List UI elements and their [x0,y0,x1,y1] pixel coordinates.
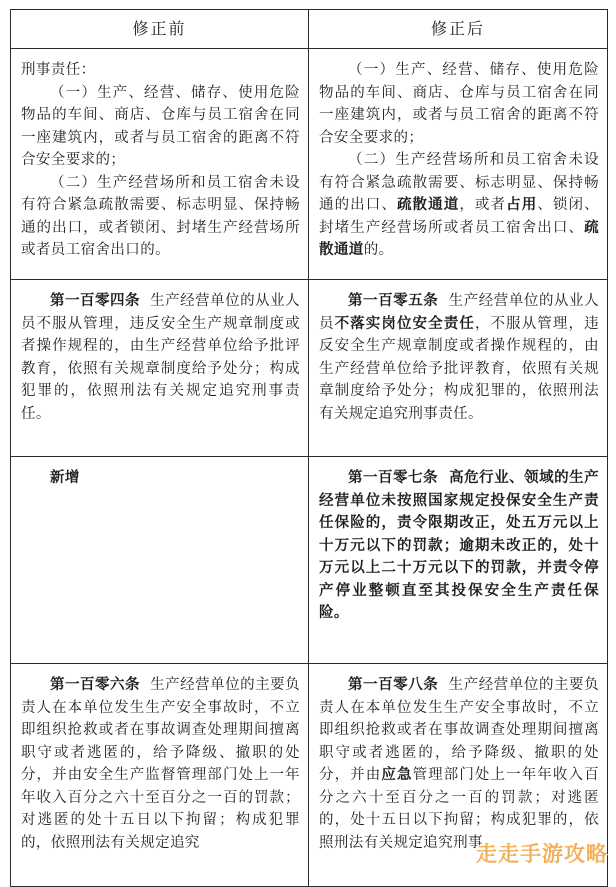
cell-after [309,49,608,280]
cell-text [319,467,599,625]
text-run: 生产经营单位的从业人员 [319,293,599,332]
cell-before [11,280,309,457]
cell-text [319,674,599,854]
article-number: 第一百零六条 [50,677,140,693]
article-number: 第一百零七条 [348,470,438,486]
article-number: 第一百零八条 [348,677,439,693]
cell-after [309,457,608,664]
article-number: 第一百零五条 [348,293,439,309]
watermark: 走走手游攻略 [476,842,608,866]
header-after: 修正后 [309,10,608,49]
text-run: 管理部门处上一年年收入百分之六十至百分之一百的罚款；对逃匿的，处十五日以下拘留；构成犯罪的，依照刑法有关规定追究刑事 [319,767,599,851]
cell-text: （二）生产经营场所和员工宿舍未设有符合紧急疏散需要、标志明显、保持畅通的出口，或者锁闭、封堵生产经营场所或者员工宿舍出口的。 [21,174,300,258]
header-before: 修正前 [11,10,309,49]
highlight-text: 疏散通道 [396,197,460,213]
article-number: 第一百零四条 [50,293,140,309]
text-run: ，不服从管理，违反安全生产规章制度或者操作规程的，由生产经营单位给予批评教育，依照有关规章制度给予处分；构成犯罪的，依照刑法有关规定追究刑事责任。 [319,315,599,422]
text-run: 的。 [363,242,394,258]
text-run: 生产经营单位的主要负责人在本单位发生生产安全事故时，不立即组织抢救或者在事故调查处理期间擅离职守或者逃匿的，给予降级、撤职的处分，并由安全生产监督管理部门处上一年年收入百分之六十至百分之一百的罚款；对逃匿的处十五日以下拘留；构成犯罪的，依照刑法有关规定追究 [21,677,300,851]
highlight-text: 占用 [506,197,538,213]
cell-text: （一）生产、经营、储存、使用危险物品的车间、商店、仓库与员工宿舍在同一座建筑内，或者与员工宿舍的距离不符合安全要求的； [21,84,300,168]
text-run: ，或者 [459,197,507,213]
text-run: 生产经营单位的从业人员不服从管理，违反安全生产规章制度或者操作规程的，由生产经营单位给予批评教育，依照有关规章制度给予处分；构成犯罪的，依照刑法有关规定追究刑事责任。 [21,293,300,422]
cell-text [21,674,300,854]
text-run: 高危行业、领域的生产经营单位未按照国家规定投保安全生产责任保险的，责令限期改正，处五万元以上十万元以下的罚款；逾期未改正的，处十万元以上二十万元以下的罚款，并责令停产停业整顿直至其投保安全生产责任保险。 [319,470,600,621]
table-row [11,49,608,280]
cell-before [11,49,309,280]
text-run: （二）生产经营场所和员工宿舍未设有符合紧急疏散需要、标志明显、保持畅通的出口、 [319,152,599,213]
highlight-text: 疏散通道 [319,219,599,258]
cell-after [309,280,608,457]
table-row [11,280,608,457]
cell-text [319,149,599,262]
table-row [11,457,608,664]
cell-text: （一）生产、经营、储存、使用危险物品的车间、商店、仓库与员工宿舍在同一座建筑内，或者与员工宿舍的距离不符合安全要求的； [319,62,599,146]
cell-text: 刑事责任： [21,62,96,78]
new-label: 新增 [50,470,80,486]
cell-text [21,290,300,425]
comparison-table [10,9,608,887]
highlight-text: 应急 [381,767,413,783]
cell-before [11,457,309,664]
header-row [11,10,608,49]
cell-text [319,290,599,425]
highlight-text: 不落实岗位安全责任 [334,315,475,332]
text-run: 生产经营单位的主要负责人在本单位发生生产安全事故时，不立即组织抢救或者在事故调查处理期间擅离职守或者逃匿的，给予降级、撤职的处分，并由 [319,677,599,783]
cell-before [11,664,309,887]
cell-text [21,467,300,490]
text-run: 、锁闭、封堵生产经营场所或者员工宿舍出口、 [319,197,599,236]
